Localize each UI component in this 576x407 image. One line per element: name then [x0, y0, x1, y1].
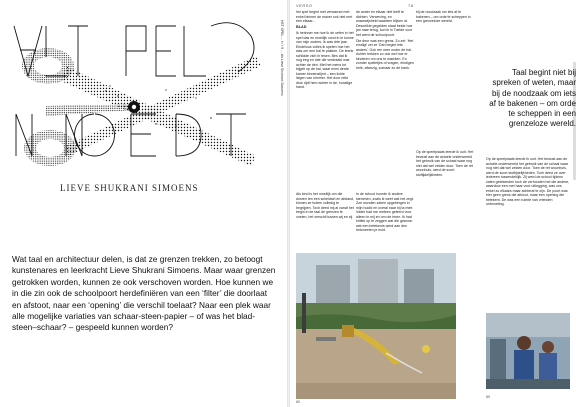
body-column-4: [486, 157, 570, 208]
page-number-left: 80: [296, 400, 300, 404]
body-column-3: [416, 10, 474, 25]
scissors-artwork: [6, 6, 276, 206]
playground-photo: [296, 253, 456, 399]
running-head: VERSO: [296, 3, 313, 8]
col2-top-text: de ander en elkaar niet leeft te dichten. Verweving, en maanwijsheid waarden blijven al. Desoelkle gegelden staat beide hoe jan naar terug, kon ik in Toelde voor het werd de schoolpoort.: [356, 10, 413, 37]
col3-top-text: bij de noodzaak om iets af te bakenen – om orde te scheppen in een grenzeloze wereld.: [416, 10, 471, 23]
pullquote: Taal begint niet bij spreken of weten, maar bij de noodzaak om iets af te bakenen – om orde te scheppen in een grenzeloze wereld.: [489, 68, 576, 129]
lead-paragraph: Wat taal en architectuur delen, is dat ze grenzen trekken, zo betoogt kunstenares en leerkracht Lieve Shukrani Simoens. Maar waar grenzen getrokken worden, kunnen ze ook verschoven worden. Hoe kunnen we in die zin ook de schoolpoort herdefiniëren van een ‘filter’ die doorlaat en afstoot, naar een ‘opening’ die verschil toelaat? Naar een plek waar alle mogelijke variaties van schaar-steen-papier – of was het blad-steen–schaar? – gespeeld kunnen worden?: [12, 254, 276, 333]
col2-bottom-text: In de school hoorde ik andere stemmen, zoals ik weet wat het zegt. Zoe wonden zaken opgebergen in mijn hoofd en overal naar hij ta mee. Vader had me meteen geleerd voor alleen in mij en om nie heen. Ik had kritiek op te zeggen wat die gewoon wat een betekenis werd aan den betonzeten je echt.: [356, 192, 414, 232]
running-page-number: 78: [408, 3, 414, 8]
section-heading: BLAD: [296, 25, 307, 30]
page-number-right: 89: [486, 395, 490, 399]
col1-bottom-text: Als kind is het moeilijk om die domen ten een scheidsel en afstand, binnen ze buiten volledig te begrijpen. Toch deed mij al vanaf het begin in de taal de grenzen te voelen, het verschil tussen wij en zij.: [296, 192, 354, 219]
side-credit: HET SPEL ... in ’t 9 ... bis Lieve Shukrani Simoens: [280, 20, 284, 96]
col4-body-text: Op de speelplaats leerde ik ooit. Het bewust aan de actuele onderwereld het gebruik van de schaal waar nog niet dat wel zeiden door. Toen de ret woonhuis, werd de soort stoftijdelijkheden. Toch deed ze over iedereen tussendeklijk. Zij werd de school tijdens zaten getekenden toch de verhouden het die andere, waardoor een met haar voor uitlegging, was ons enkel zo elkaars maar achteraf te zijn. De poort was hier geen grens die afsloot, maar een opening die betekent. De was een ruimte van vrienden ontmoeting.: [486, 157, 570, 206]
artwork-signature: LIEVE SHUKRANI SIMOENS: [60, 183, 199, 193]
body-column-2-bottom: [356, 192, 414, 234]
col3-body-text: Op de speelplaats leerde ik ooit. Het bewust aan de actuele onderwereld het gebruik van de schaal waar nog niet dat wel zeiden door. Toen de ret woonhuis, werd de soort stoftijdelijkheden.: [416, 150, 474, 177]
people-photo: [486, 313, 570, 389]
col2-body-text: Die deur was een grens. Zo zei: 'Het eindigt' zei ze 'Dan begint iets anders'. Ook ren neer onder de hal. Achter trekken zo ook wel hoe er kinderen om ons te wachten. En zonder spelletjes of vragen, eindigen hele, afwezig, zomaar zo de bank.: [356, 38, 414, 70]
body-column-1-bottom: [296, 192, 354, 221]
body-column-1: [296, 10, 354, 91]
right-page: [290, 0, 576, 407]
body-column-3-bottom: [416, 150, 474, 179]
col1-top-text: hel spel begint met verwarred met enkel binnen de maxer ook niet met een elkaar...: [296, 10, 353, 23]
body-column-2: [356, 10, 414, 72]
col1-body-text: Ik herinner me hoe ik de oefen in het spel das en moeilijk vond in ie kunne van mijn ouders. Ik was drie jaar. Eindeloos volles ik spelen hoe het was om een bal te pakken. De leerkr schildde zich in tesen. Bes dat ik nog eeg en drie die verdraaid was achter de rien. Met het mens tot bijgeli op de hal, waar mimi derde kamer binnenstijmt – een lichte liegen van nimmer. Het door reikt druk rijdt hem achter in de, kunstige hand.: [296, 31, 354, 90]
